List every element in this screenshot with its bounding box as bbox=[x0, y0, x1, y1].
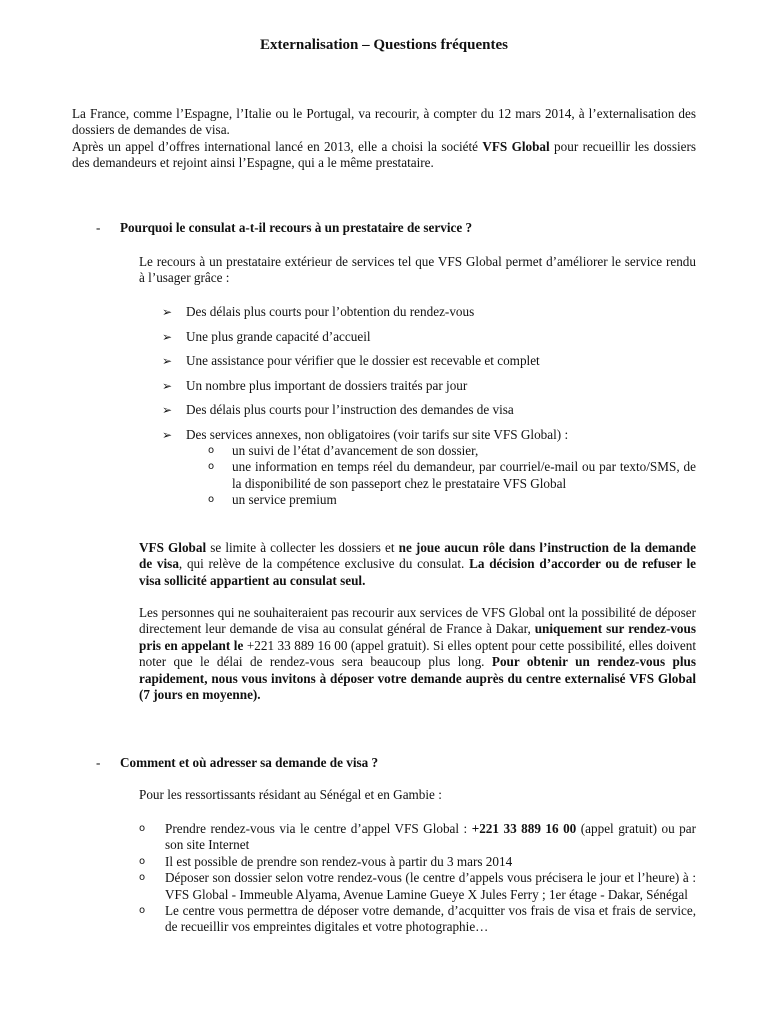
circle-bullet-icon: o bbox=[139, 872, 146, 884]
list-item: ➢ Des délais plus courts pour l’obtention du rendez-vous bbox=[162, 304, 475, 319]
arrow-bullet-icon: ➢ bbox=[162, 403, 173, 417]
circle-bullet-icon: o bbox=[139, 855, 146, 867]
arrow-bullet-icon: ➢ bbox=[162, 378, 173, 393]
list-item: ➢ Un nombre plus important de dossiers traités par jour bbox=[162, 377, 468, 393]
circle-bullet-icon: o bbox=[208, 444, 215, 456]
list-item: o Le centre vous permettra de déposer votre demande, d’acquitter vos frais de visa et frais de service, de recueillir vos empreintes digitales et votre photographie… bbox=[139, 903, 696, 935]
list-item: o Il est possible de prendre son rendez-vous à partir du 3 mars 2014 bbox=[139, 853, 513, 869]
arrow-bullet-icon: ➢ bbox=[162, 427, 173, 442]
section2-intro: Pour les ressortissants résidant au Sénégal et en Gambie : bbox=[139, 787, 442, 802]
list-item: ➢ Une plus grande capacité d’accueil bbox=[162, 328, 371, 344]
list-item: ➢ Des délais plus courts pour l’instruction des demandes de visa bbox=[162, 402, 514, 417]
sub-list-item: o une information en temps réel du demandeur, par courriel/e-mail ou par texto/SMS, de la disponibilité de son passeport chez le prestataire VFS Global bbox=[208, 459, 696, 491]
arrow-bullet-icon: ➢ bbox=[162, 305, 173, 319]
question-text: Pourquoi le consulat a-t-il recours à un prestataire de service ? bbox=[120, 220, 473, 235]
vfs-global-name: VFS Global bbox=[482, 138, 550, 154]
list-item: o Déposer son dossier selon votre rendez-vous (le centre d’appels vous précisera le jour et l’heure) à : VFS Global - Immeuble Alyama, Avenue Lamine Gueye X Jules Ferry ; 1er étage - Dakar, Sénégal bbox=[139, 870, 696, 902]
circle-bullet-icon: o bbox=[139, 823, 146, 834]
question-heading-2: - Comment et où adresser sa demande de visa ? bbox=[96, 755, 696, 771]
list-item: ➢ Une assistance pour vérifier que le dossier est recevable et complet bbox=[162, 353, 540, 368]
annex-services-list bbox=[208, 443, 696, 509]
procedure-list bbox=[139, 821, 696, 936]
circle-bullet-icon: o bbox=[208, 494, 215, 506]
circle-bullet-icon: o bbox=[208, 461, 215, 473]
benefits-list bbox=[162, 304, 696, 509]
direct-deposit-paragraph: Les personnes qui ne souhaiteraient pas recourir aux services de VFS Global ont la possibilité de déposer directement leur demande de visa au consulat général de France à Dakar, uniquement sur rendez-vous pris en appelant le +221 33 889 16 00 (appel gratuit). Si elles optent pour cette possibilité, elles doivent noter que le délai de rendez-vous sera beaucoup plus long. Pour obtenir un rendez-vous plus rapidement, nous vous invitons à déposer votre demande auprès du centre externalisé VFS Global (7 jours en moyenne). bbox=[139, 605, 696, 703]
circle-bullet-icon: o bbox=[139, 905, 146, 917]
sub-list-item: o un service premium bbox=[208, 492, 337, 508]
intro-block bbox=[72, 106, 696, 172]
list-item: ➢ Des services annexes, non obligatoires (voir tarifs sur site VFS Global) : o un suivi de l’état d’avancement de son dossier, o une information en temps réel du demandeur, par courriel/e-mail ou par texto/SMS, de la disponibilité de son passeport chez le prestataire VFS Global o un service premium bbox=[162, 426, 696, 508]
arrow-bullet-icon: ➢ bbox=[162, 354, 173, 368]
vfs-role-paragraph: VFS Global se limite à collecter les dossiers et ne joue aucun rôle dans l’instruction de la demande de visa, qui relève de la compétence exclusive du consulat. La décision d’accorder ou de refuser le visa sollicité appartient au consulat seul. bbox=[139, 540, 697, 588]
intro-paragraph-1: La France, comme l’Espagne, l’Italie ou le Portugal, va recourir, à compter du 12 mars 2014, à l’externalisation des dossiers de demandes de visa. bbox=[72, 106, 696, 138]
list-item: o Prendre rendez-vous via le centre d’appel VFS Global : +221 33 889 16 00 (appel gratuit) ou par son site Internet bbox=[139, 821, 697, 853]
intro-paragraph-2: Après un appel d’offres international lancé en 2013, elle a choisi la société VFS Global pour recueillir les dossiers des demandeurs et rejoint ainsi l’Espagne, qui a le même prestataire. bbox=[72, 138, 696, 171]
arrow-bullet-icon: ➢ bbox=[162, 329, 173, 344]
page-title: Externalisation – Questions fréquentes bbox=[260, 37, 508, 53]
question-text: Comment et où adresser sa demande de visa ? bbox=[120, 755, 379, 770]
section1-intro: Le recours à un prestataire extérieur de services tel que VFS Global permet d’améliorer le service rendu à l’usager grâce : bbox=[139, 254, 696, 286]
sub-list-item: o un suivi de l’état d’avancement de son dossier, bbox=[208, 442, 479, 458]
question-heading-1: - Pourquoi le consulat a-t-il recours à un prestataire de service ? bbox=[96, 220, 696, 236]
